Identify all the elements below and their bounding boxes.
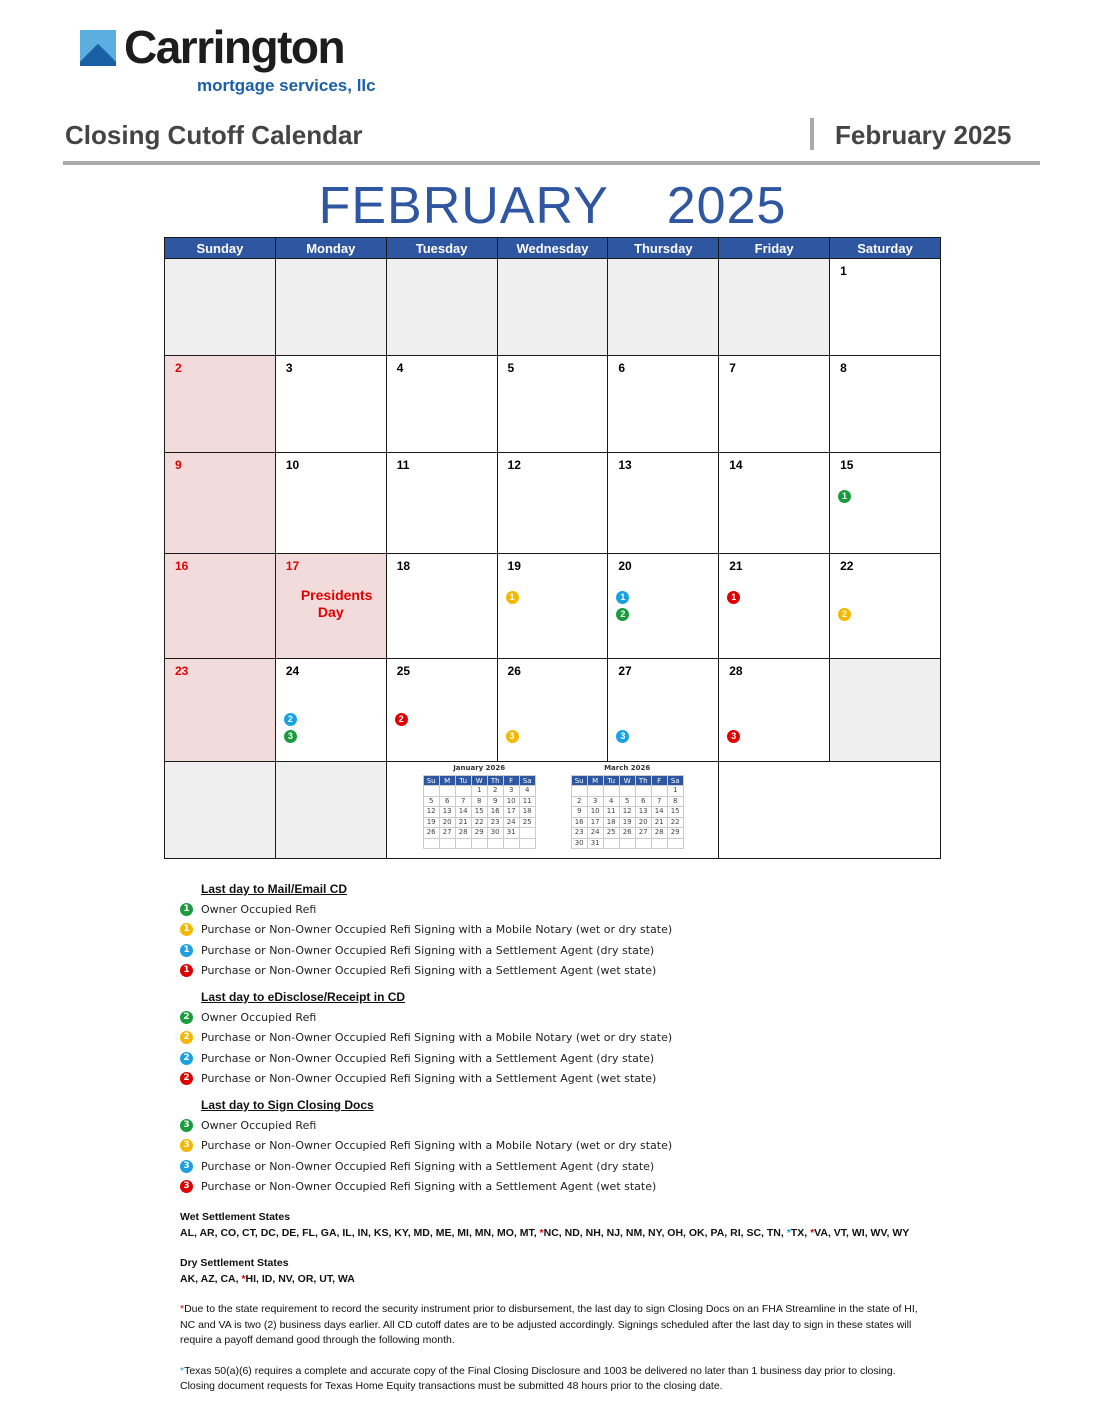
mini-calendars-cell: [386, 762, 719, 859]
legend-section: [180, 990, 672, 1089]
day-number: 28: [729, 664, 743, 678]
wet-states-heading: Wet Settlement States: [180, 1211, 291, 1223]
day-number: 27: [618, 664, 632, 678]
legend-section: [180, 882, 672, 981]
mini-day: [519, 828, 535, 839]
blue-marker-1-icon: 1: [180, 944, 193, 957]
mini-day: 31: [503, 828, 519, 839]
blue-marker-3-icon: 3: [180, 1160, 193, 1173]
mini-day: 13: [635, 807, 651, 818]
mini-day: [635, 838, 651, 849]
calendar-day: [719, 659, 830, 762]
mini-day: [439, 786, 455, 797]
mini-day: [487, 838, 503, 849]
mini-calendar: [423, 764, 536, 849]
mini-day: 11: [519, 796, 535, 807]
calendar-day: [386, 453, 497, 554]
legend-item: [180, 1177, 672, 1198]
legend-item: [180, 1156, 672, 1177]
mini-day: 17: [587, 817, 603, 828]
notes: [180, 1210, 960, 1395]
calendar-day: [386, 356, 497, 453]
mini-day: [455, 786, 471, 797]
calendar-day: [608, 659, 719, 762]
weekday-header: Saturday: [830, 238, 941, 259]
mini-day: 24: [503, 817, 519, 828]
mini-day: 25: [603, 828, 619, 839]
day-number: 18: [396, 559, 411, 573]
calendar-title: FEBRUARY 2025: [318, 177, 787, 235]
mini-day: [455, 838, 471, 849]
texas-note: *Texas 50(a)(6) requires a complete and accurate copy of the Final Closing Disclosure and 1003 be delivered no later than 1 business day prior to closing. Closing document requests for Texas Home Equity transactions must be submitted 48 hours prior to the closing date.: [180, 1364, 896, 1392]
calendar-day: [608, 453, 719, 554]
mini-day: 20: [439, 817, 455, 828]
calendar-day: [275, 356, 386, 453]
mini-day: 19: [619, 817, 635, 828]
calendar-week: [165, 659, 941, 762]
calendar-grid: [164, 237, 941, 859]
calendar-day: [830, 453, 941, 554]
calendar-day: [719, 356, 830, 453]
fha-note: *Due to the state requirement to record the security instrument prior to disbursement, the last day to sign Closing Docs on an FHA Streamline in the state of HI, NC and VA is two (2) business days earlier. All CD cutoff dates are to be adjusted accordingly. Signings scheduled after the last day to sign in these states will require a payoff demand good through the following month.: [180, 1303, 918, 1346]
mini-day: 24: [587, 828, 603, 839]
day-number: 20: [618, 559, 632, 573]
calendar-day: [608, 259, 719, 356]
legend-item: [180, 1069, 672, 1090]
legend-item: [180, 1007, 672, 1028]
weekday-header: Thursday: [608, 238, 719, 259]
calendar-day: [497, 356, 608, 453]
mini-day: [651, 786, 667, 797]
legend-heading: Last day to Mail/Email CD: [201, 882, 348, 896]
mini-day: 12: [619, 807, 635, 818]
mini-day: 1: [471, 786, 487, 797]
dry-states-list: AK, AZ, CA, *HI, ID, NV, OR, UT, WA: [180, 1272, 355, 1285]
mini-day: [603, 786, 619, 797]
weekday-header: Wednesday: [497, 238, 608, 259]
legend-item: [180, 1028, 672, 1049]
legend-item: [180, 1115, 672, 1136]
red-marker-2-icon: 2: [395, 713, 408, 726]
calendar-day: [830, 259, 941, 356]
day-number: 5: [507, 361, 515, 375]
calendar-day: [165, 762, 276, 859]
mini-day: [667, 838, 683, 849]
mini-day: 28: [455, 828, 471, 839]
legend-text: Purchase or Non-Owner Occupied Refi Signing with a Mobile Notary (wet or dry state): [201, 1139, 673, 1153]
day-number: 15: [840, 458, 854, 472]
day-number: 24: [285, 664, 300, 678]
mini-weekday: Sa: [519, 776, 535, 786]
mini-day: [603, 838, 619, 849]
green-marker-1-icon: 1: [180, 903, 193, 916]
blue-marker-2-icon: 2: [284, 713, 297, 726]
legend-text: Purchase or Non-Owner Occupied Refi Signing with a Settlement Agent (dry state): [201, 1051, 655, 1065]
calendar-day: [165, 659, 276, 762]
mini-day: 6: [635, 796, 651, 807]
mini-day: [619, 786, 635, 797]
mini-day: [471, 838, 487, 849]
mini-weekday: Su: [571, 776, 587, 786]
day-number: 12: [507, 458, 521, 472]
mini-weekday: Su: [423, 776, 439, 786]
calendar-day: [386, 554, 497, 659]
mini-day: 9: [571, 807, 587, 818]
calendar-day: [497, 554, 608, 659]
calendar-day: [165, 453, 276, 554]
calendar-day: [719, 453, 830, 554]
legend-heading: Last day to eDisclose/Receipt in CD: [201, 990, 406, 1004]
mini-day: 3: [587, 796, 603, 807]
mini-weekday: Tu: [603, 776, 619, 786]
mini-day: 5: [619, 796, 635, 807]
legend-text: Purchase or Non-Owner Occupied Refi Signing with a Settlement Agent (dry state): [201, 1159, 655, 1173]
day-number: 16: [175, 559, 189, 573]
mini-day: 8: [471, 796, 487, 807]
legend-item: [180, 1136, 672, 1157]
legend-text: Purchase or Non-Owner Occupied Refi Signing with a Settlement Agent (dry state): [201, 943, 655, 957]
calendar-day: [719, 554, 830, 659]
day-number: 14: [729, 458, 743, 472]
mini-day: [651, 838, 667, 849]
holiday-label: Presidents Day: [300, 587, 373, 620]
mini-calendar-title: March 2026: [604, 764, 651, 772]
mini-day: 18: [603, 817, 619, 828]
mini-day: 22: [471, 817, 487, 828]
day-number: 2: [175, 361, 182, 375]
calendar-day: [275, 453, 386, 554]
red-marker-1-icon: 1: [180, 964, 193, 977]
calendar-day: [497, 659, 608, 762]
legend-text: Purchase or Non-Owner Occupied Refi Signing with a Settlement Agent (wet state): [201, 964, 657, 978]
yellow-marker-2-icon: 2: [838, 608, 851, 621]
day-number: 4: [396, 361, 404, 375]
legend-heading: Last day to Sign Closing Docs: [201, 1098, 374, 1112]
mini-day: 25: [519, 817, 535, 828]
day-number: 6: [618, 361, 626, 375]
mini-day: [635, 786, 651, 797]
red-marker-3-icon: 3: [727, 730, 740, 743]
calendar-day: [275, 659, 386, 762]
blue-marker-2-icon: 2: [180, 1052, 193, 1065]
mini-weekday: F: [651, 776, 667, 786]
mini-day: 21: [651, 817, 667, 828]
legend-text: Owner Occupied Refi: [201, 902, 317, 916]
legend-item: [180, 940, 672, 961]
day-number: 17: [285, 559, 300, 573]
mini-weekday: F: [503, 776, 519, 786]
calendar-day: [275, 554, 386, 659]
mini-day: 17: [503, 807, 519, 818]
legend-item: [180, 920, 672, 941]
blue-marker-3-icon: 3: [616, 730, 629, 743]
calendar-day: [275, 762, 386, 859]
legend-text: Purchase or Non-Owner Occupied Refi Signing with a Mobile Notary (wet or dry state): [201, 923, 673, 937]
mini-day: 29: [667, 828, 683, 839]
day-number: 22: [840, 559, 854, 573]
logo-subtitle: mortgage services, llc: [197, 76, 376, 95]
mini-day: [503, 838, 519, 849]
mini-weekday: W: [619, 776, 635, 786]
mini-day: 26: [423, 828, 439, 839]
day-number: 9: [175, 458, 182, 472]
day-number: 3: [285, 361, 293, 375]
day-number: 10: [285, 458, 300, 472]
mini-weekday: Tu: [455, 776, 471, 786]
calendar-day: [719, 762, 941, 859]
calendar-day: [275, 259, 386, 356]
yellow-marker-3-icon: 3: [506, 730, 519, 743]
logo-name: Carrington: [124, 21, 345, 73]
legend: [180, 882, 672, 1206]
mini-day: 13: [439, 807, 455, 818]
day-number: 1: [840, 264, 847, 278]
mini-weekday: Th: [487, 776, 503, 786]
day-number: 21: [729, 559, 743, 573]
mini-day: 29: [471, 828, 487, 839]
calendar-week: [165, 453, 941, 554]
day-number: 7: [729, 361, 736, 375]
yellow-marker-1-icon: 1: [180, 923, 193, 936]
mini-day: 6: [439, 796, 455, 807]
calendar-day: [830, 554, 941, 659]
calendar-day: [386, 659, 497, 762]
calendar-week: [165, 762, 941, 859]
mini-day: 30: [487, 828, 503, 839]
day-number: 19: [507, 559, 521, 573]
mini-day: 7: [455, 796, 471, 807]
mini-day: 9: [487, 796, 503, 807]
legend-text: Purchase or Non-Owner Occupied Refi Signing with a Settlement Agent (wet state): [201, 1180, 657, 1194]
mini-day: [423, 786, 439, 797]
calendar-day: [608, 356, 719, 453]
weekday-header: Sunday: [165, 238, 276, 259]
mini-day: 14: [455, 807, 471, 818]
mini-day: 21: [455, 817, 471, 828]
mini-day: [587, 786, 603, 797]
document-title: Closing Cutoff Calendar: [65, 120, 363, 150]
mini-day: 4: [519, 786, 535, 797]
calendar-day: [830, 659, 941, 762]
calendar-week: [165, 356, 941, 453]
mini-weekday: Th: [635, 776, 651, 786]
mini-weekday: Sa: [667, 776, 683, 786]
legend-section: [180, 1098, 672, 1197]
mini-day: 31: [587, 838, 603, 849]
mini-day: 23: [571, 828, 587, 839]
day-number: 11: [396, 458, 410, 472]
header-rule: [63, 161, 1040, 165]
legend-text: Owner Occupied Refi: [201, 1118, 317, 1132]
legend-text: Purchase or Non-Owner Occupied Refi Signing with a Settlement Agent (wet state): [201, 1072, 657, 1086]
mini-day: [571, 786, 587, 797]
weekday-header: Friday: [719, 238, 830, 259]
header-divider: [810, 118, 814, 150]
day-number: 25: [396, 664, 411, 678]
logo-house-icon: [80, 30, 116, 66]
yellow-marker-2-icon: 2: [180, 1031, 193, 1044]
document-month: February 2025: [835, 120, 1012, 150]
day-number: 26: [507, 664, 521, 678]
wet-states-list: AL, AR, CO, CT, DC, DE, FL, GA, IL, IN, KS, KY, MD, ME, MI, MN, MO, MT, *NC, ND, NH, NJ, NM, NY, OH, OK, PA, RI, SC, TN, *TX, *VA, VT, WI, WV, WY: [180, 1226, 910, 1239]
mini-day: 5: [423, 796, 439, 807]
calendar-day: [165, 259, 276, 356]
mini-calendar: [571, 764, 684, 849]
mini-day: [619, 838, 635, 849]
mini-day: 1: [667, 786, 683, 797]
mini-day: 22: [667, 817, 683, 828]
mini-day: 20: [635, 817, 651, 828]
calendar-day: [719, 259, 830, 356]
calendar-day: [386, 259, 497, 356]
calendar-week: [165, 554, 941, 659]
legend-text: Purchase or Non-Owner Occupied Refi Signing with a Mobile Notary (wet or dry state): [201, 1031, 673, 1045]
mini-day: 2: [487, 786, 503, 797]
mini-day: 11: [603, 807, 619, 818]
calendar-day: [608, 554, 719, 659]
mini-day: 16: [487, 807, 503, 818]
mini-day: 19: [423, 817, 439, 828]
mini-weekday: W: [471, 776, 487, 786]
mini-day: 3: [503, 786, 519, 797]
red-marker-2-icon: 2: [180, 1072, 193, 1085]
mini-day: 4: [603, 796, 619, 807]
mini-day: 12: [423, 807, 439, 818]
calendar-day: [830, 356, 941, 453]
green-marker-3-icon: 3: [284, 730, 297, 743]
green-marker-2-icon: 2: [180, 1011, 193, 1024]
green-marker-2-icon: 2: [616, 608, 629, 621]
mini-day: 10: [503, 796, 519, 807]
mini-day: 26: [619, 828, 635, 839]
mini-day: 18: [519, 807, 535, 818]
mini-day: [423, 838, 439, 849]
mini-day: 7: [651, 796, 667, 807]
mini-weekday: M: [439, 776, 455, 786]
mini-day: 15: [471, 807, 487, 818]
mini-day: 8: [667, 796, 683, 807]
mini-calendar-title: January 2026: [453, 764, 506, 772]
dry-states-heading: Dry Settlement States: [180, 1257, 289, 1269]
mini-day: 2: [571, 796, 587, 807]
calendar-day: [165, 356, 276, 453]
day-number: 13: [618, 458, 632, 472]
mini-day: [439, 838, 455, 849]
weekday-header: Monday: [275, 238, 386, 259]
mini-day: 23: [487, 817, 503, 828]
day-number: 8: [840, 361, 847, 375]
mini-day: [519, 838, 535, 849]
red-marker-1-icon: 1: [727, 591, 740, 604]
yellow-marker-3-icon: 3: [180, 1139, 193, 1152]
mini-day: 30: [571, 838, 587, 849]
mini-day: 14: [651, 807, 667, 818]
calendar-day: [165, 554, 276, 659]
day-number: 23: [175, 664, 189, 678]
red-marker-3-icon: 3: [180, 1180, 193, 1193]
green-marker-1-icon: 1: [838, 490, 851, 503]
legend-item: [180, 1048, 672, 1069]
mini-day: 10: [587, 807, 603, 818]
calendar-day: [497, 453, 608, 554]
mini-day: 16: [571, 817, 587, 828]
blue-marker-1-icon: 1: [616, 591, 629, 604]
legend-item: [180, 899, 672, 920]
mini-day: 15: [667, 807, 683, 818]
legend-item: [180, 961, 672, 982]
mini-day: 28: [651, 828, 667, 839]
green-marker-3-icon: 3: [180, 1119, 193, 1132]
weekday-header: Tuesday: [386, 238, 497, 259]
legend-text: Owner Occupied Refi: [201, 1010, 317, 1024]
mini-day: 27: [635, 828, 651, 839]
calendar-week: [165, 259, 941, 356]
mini-day: 27: [439, 828, 455, 839]
calendar-day: [497, 259, 608, 356]
mini-weekday: M: [587, 776, 603, 786]
yellow-marker-1-icon: 1: [506, 591, 519, 604]
